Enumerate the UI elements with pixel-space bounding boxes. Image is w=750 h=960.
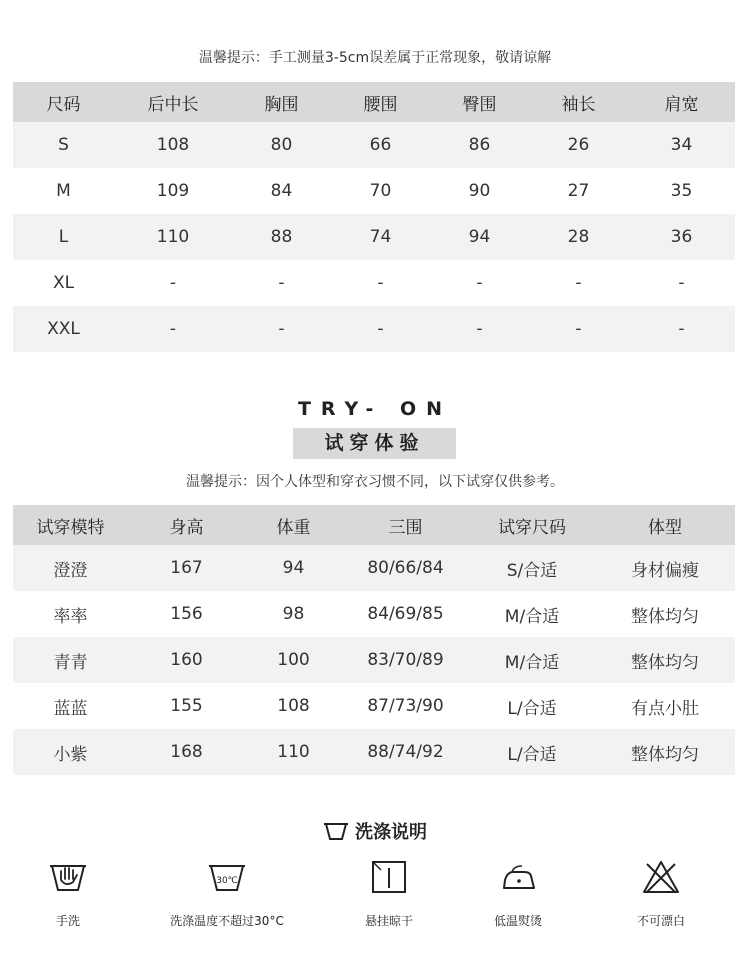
table-cell: M/合适 xyxy=(469,591,595,637)
tryon-table-header xyxy=(13,505,735,545)
wash-label: 低温熨烫 xyxy=(493,914,542,928)
table-cell: - xyxy=(232,306,331,352)
tryon-table xyxy=(13,505,735,775)
table-cell: 27 xyxy=(529,168,628,214)
table-cell: 88/74/92 xyxy=(342,729,469,775)
table-cell: 167 xyxy=(128,545,245,591)
table-row xyxy=(13,122,735,168)
table-cell: 蓝蓝 xyxy=(13,683,128,729)
table-cell: 74 xyxy=(331,214,430,260)
table-cell: M/合适 xyxy=(469,637,595,683)
wash-item-no-bleach xyxy=(586,860,736,929)
table-cell: - xyxy=(529,306,628,352)
header-cell: 尺码 xyxy=(13,82,114,122)
table-cell: 青青 xyxy=(13,637,128,683)
table-cell: - xyxy=(232,260,331,306)
header-cell: 三围 xyxy=(342,505,469,545)
table-cell: 94 xyxy=(245,545,342,591)
table-cell: 34 xyxy=(628,122,735,168)
table-row xyxy=(13,591,735,637)
header-cell: 袖长 xyxy=(529,82,628,122)
table-cell: - xyxy=(331,260,430,306)
no-bleach-icon xyxy=(641,860,681,894)
table-cell: 109 xyxy=(114,168,232,214)
table-cell: 110 xyxy=(245,729,342,775)
table-cell: 108 xyxy=(245,683,342,729)
table-cell: 108 xyxy=(114,122,232,168)
table-cell: 70 xyxy=(331,168,430,214)
tryon-title-en: TRY- ON xyxy=(297,398,453,420)
header-cell: 臀围 xyxy=(430,82,529,122)
hand-wash-icon xyxy=(48,860,88,894)
table-cell: 88 xyxy=(232,214,331,260)
size-table-header xyxy=(13,82,735,122)
table-cell: 身材偏瘦 xyxy=(595,545,735,591)
tryon-title-zh: 试穿体验 xyxy=(293,428,456,459)
wash-item-hand-wash xyxy=(0,860,143,929)
table-cell: 36 xyxy=(628,214,735,260)
wash-item-hang-dry xyxy=(314,860,464,929)
table-cell: 整体均匀 xyxy=(595,729,735,775)
table-cell: - xyxy=(114,260,232,306)
wash-30-icon xyxy=(207,860,247,894)
table-cell: XXL xyxy=(13,306,114,352)
table-row xyxy=(13,260,735,306)
table-cell: 28 xyxy=(529,214,628,260)
table-cell: S xyxy=(13,122,114,168)
wash-label: 悬挂晾干 xyxy=(364,914,413,928)
header-cell: 腰围 xyxy=(331,82,430,122)
table-row xyxy=(13,683,735,729)
table-cell: L/合适 xyxy=(469,729,595,775)
table-cell: S/合适 xyxy=(469,545,595,591)
wash-header xyxy=(0,818,750,844)
wash-item-wash-30 xyxy=(152,860,302,929)
table-cell: - xyxy=(628,306,735,352)
table-cell: 80/66/84 xyxy=(342,545,469,591)
table-row xyxy=(13,306,735,352)
table-cell: - xyxy=(529,260,628,306)
table-cell: 160 xyxy=(128,637,245,683)
table-cell: 86 xyxy=(430,122,529,168)
table-cell: 35 xyxy=(628,168,735,214)
header-cell: 试穿尺码 xyxy=(469,505,595,545)
table-cell: - xyxy=(628,260,735,306)
table-cell: 66 xyxy=(331,122,430,168)
size-table xyxy=(13,82,735,352)
table-cell: XL xyxy=(13,260,114,306)
table-row xyxy=(13,214,735,260)
header-cell: 肩宽 xyxy=(628,82,735,122)
header-cell: 体重 xyxy=(245,505,342,545)
table-cell: 率率 xyxy=(13,591,128,637)
table-cell: 83/70/89 xyxy=(342,637,469,683)
wash-label: 洗涤温度不超过30°C xyxy=(170,914,284,928)
table-cell: 澄澄 xyxy=(13,545,128,591)
header-cell: 胸围 xyxy=(232,82,331,122)
table-cell: 80 xyxy=(232,122,331,168)
table-row xyxy=(13,545,735,591)
table-cell: 168 xyxy=(128,729,245,775)
wash-item-low-iron xyxy=(443,860,593,929)
table-cell: 155 xyxy=(128,683,245,729)
header-cell: 后中长 xyxy=(114,82,232,122)
tryon-note: 温馨提示：因个人体型和穿衣习惯不同，以下试穿仅供参考。 xyxy=(186,474,564,490)
table-cell: - xyxy=(430,260,529,306)
table-cell: 110 xyxy=(114,214,232,260)
table-cell: 84/69/85 xyxy=(342,591,469,637)
table-cell: - xyxy=(331,306,430,352)
low-iron-icon xyxy=(498,860,538,894)
table-cell: 有点小肚 xyxy=(595,683,735,729)
basin-icon xyxy=(323,821,349,841)
table-cell: 98 xyxy=(245,591,342,637)
table-cell: 整体均匀 xyxy=(595,637,735,683)
table-cell: L xyxy=(13,214,114,260)
hang-dry-icon xyxy=(369,860,409,894)
header-cell: 身高 xyxy=(128,505,245,545)
table-cell: - xyxy=(114,306,232,352)
table-cell: 84 xyxy=(232,168,331,214)
table-cell: 26 xyxy=(529,122,628,168)
table-cell: 94 xyxy=(430,214,529,260)
table-row xyxy=(13,168,735,214)
table-row xyxy=(13,637,735,683)
table-cell: - xyxy=(430,306,529,352)
wash-label: 不可漂白 xyxy=(636,914,685,928)
wash-label: 手洗 xyxy=(55,914,80,928)
wash-temp-text: 30℃ xyxy=(216,876,238,886)
table-cell: 87/73/90 xyxy=(342,683,469,729)
table-row xyxy=(13,729,735,775)
wash-title: 洗涤说明 xyxy=(355,822,427,843)
header-cell: 试穿模特 xyxy=(13,505,128,545)
table-cell: 90 xyxy=(430,168,529,214)
table-cell: 100 xyxy=(245,637,342,683)
header-cell: 体型 xyxy=(595,505,735,545)
table-cell: 整体均匀 xyxy=(595,591,735,637)
size-note: 温馨提示：手工测量3-5cm误差属于正常现象，敬请谅解 xyxy=(198,50,552,66)
table-cell: M xyxy=(13,168,114,214)
table-cell: L/合适 xyxy=(469,683,595,729)
table-cell: 156 xyxy=(128,591,245,637)
table-cell: 小紫 xyxy=(13,729,128,775)
